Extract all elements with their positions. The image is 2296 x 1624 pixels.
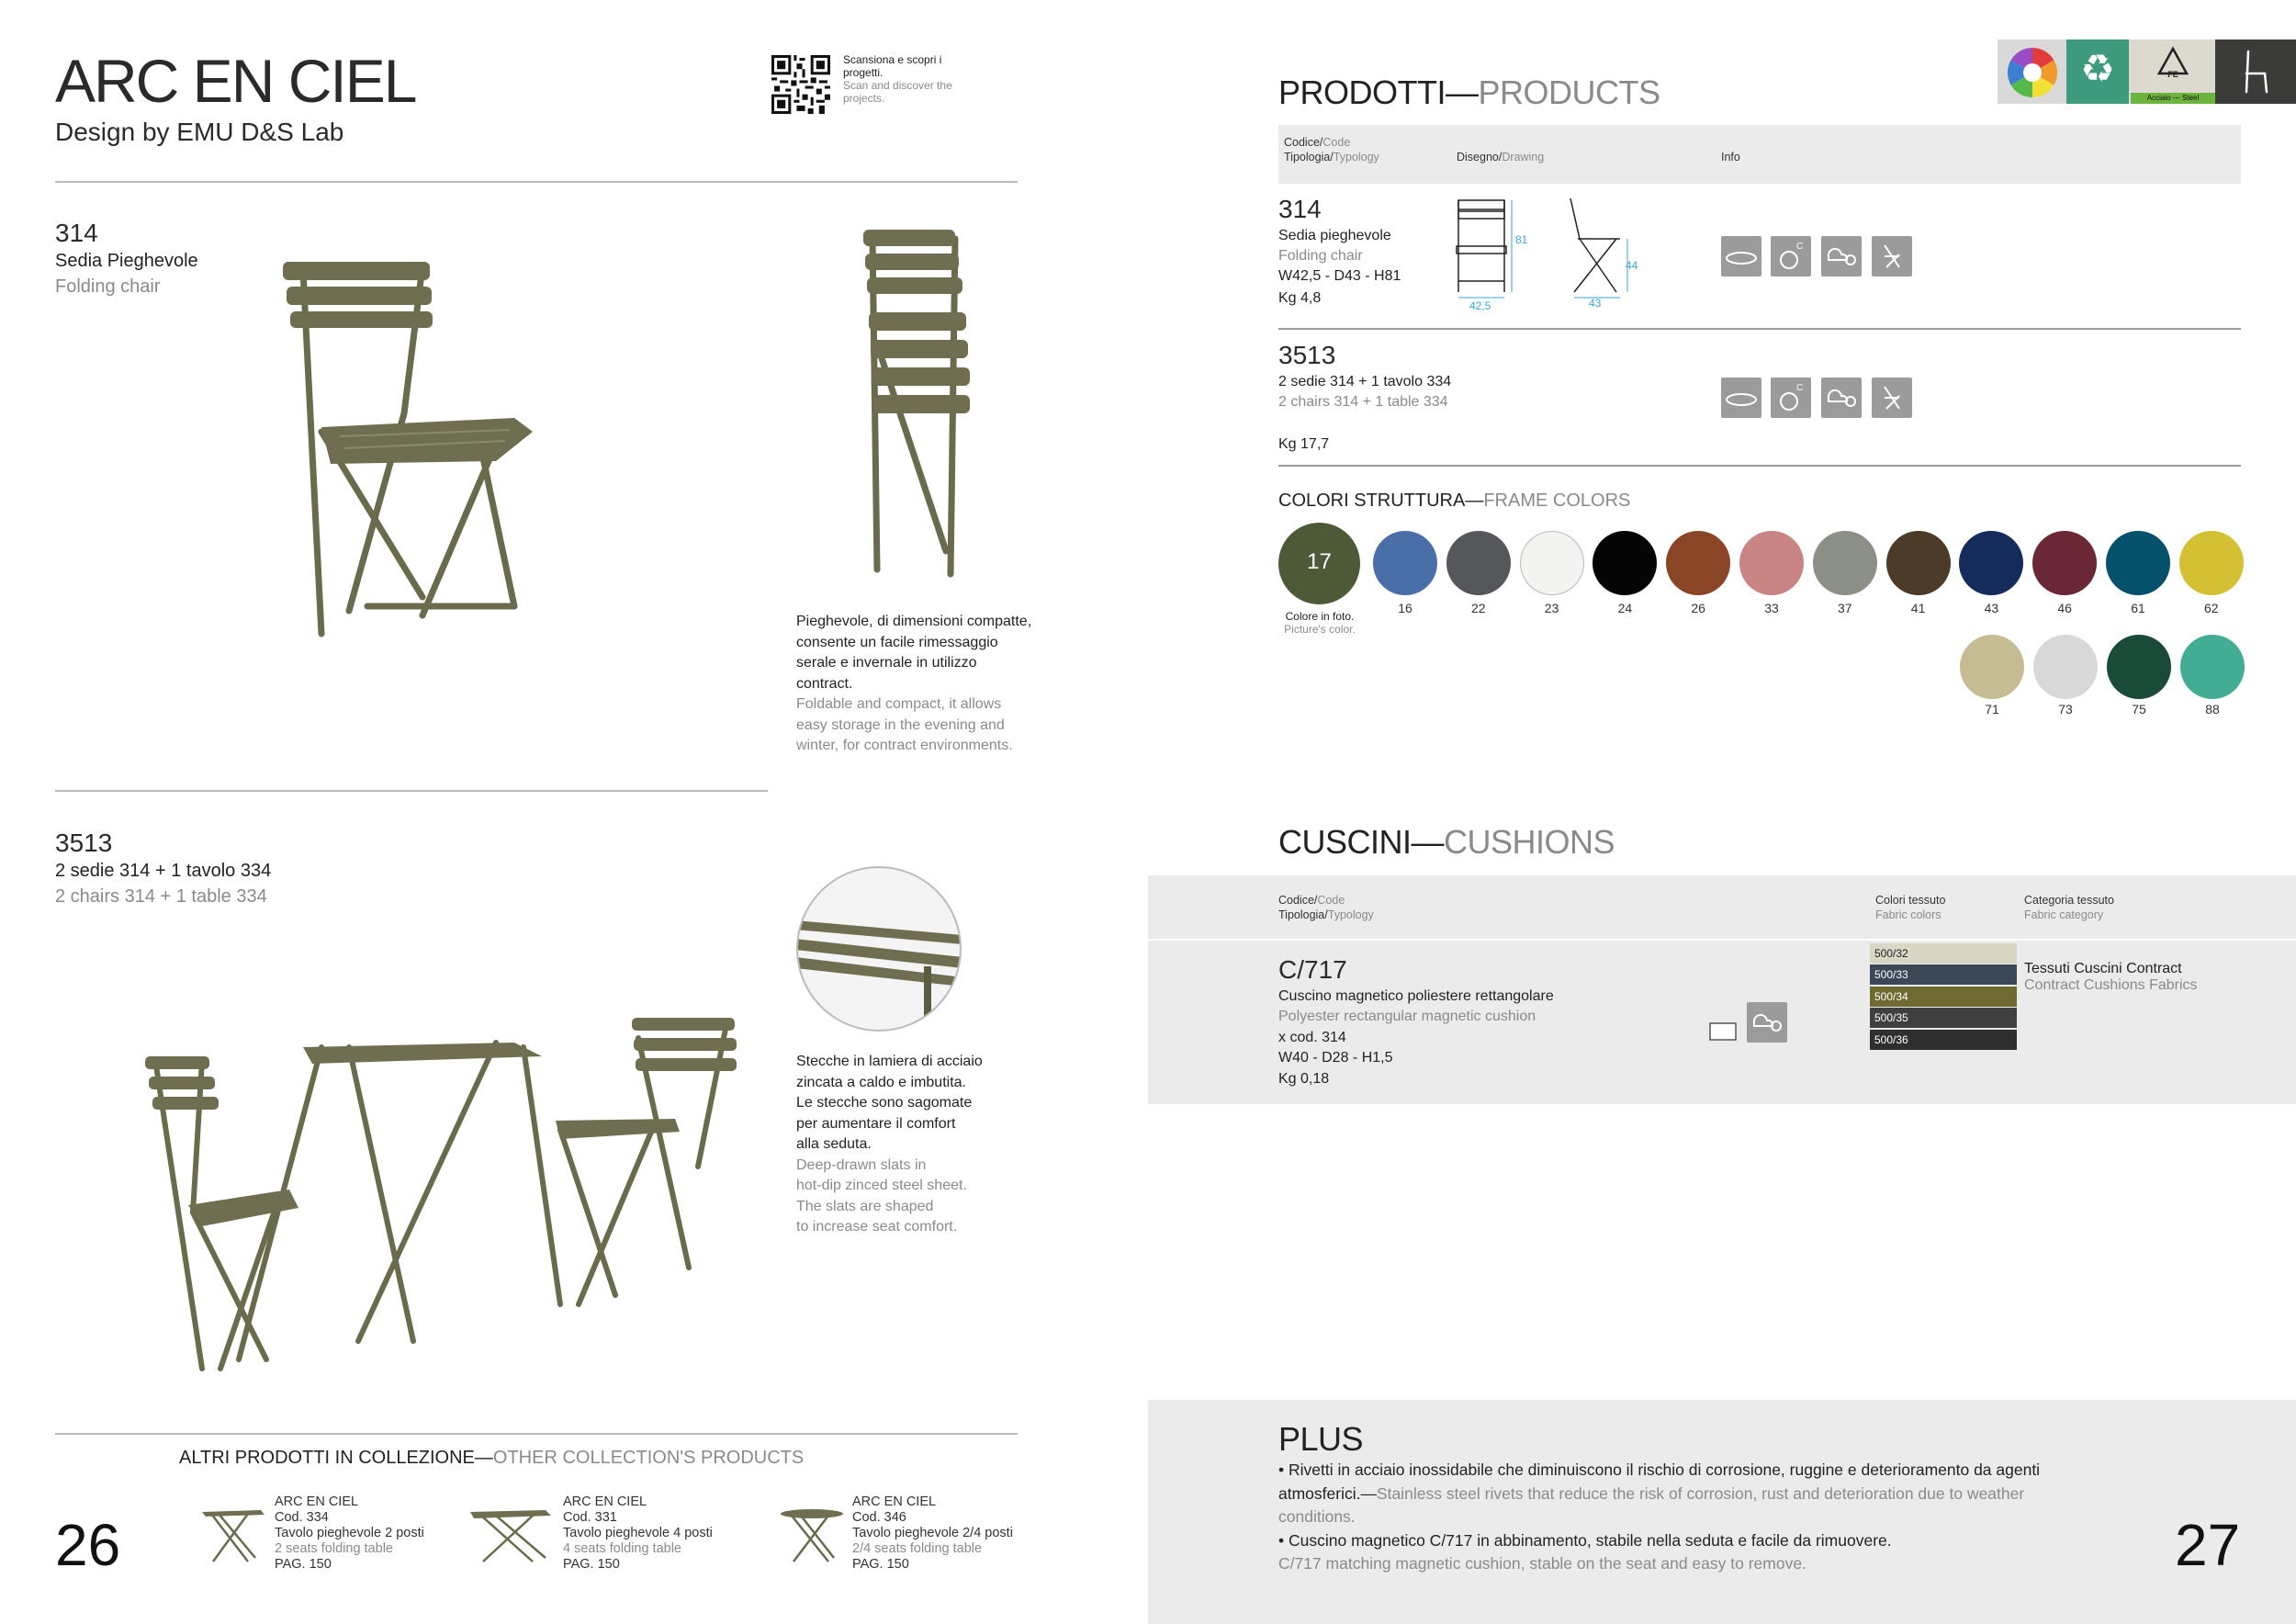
product-name-en: 4 seats folding table xyxy=(563,1541,681,1556)
color-swatch[interactable] xyxy=(1886,531,1951,595)
description-line: to increase seat comfort. xyxy=(796,1219,958,1235)
cushion-dimensions: W40 - D28 - H1,5 xyxy=(1278,1050,1393,1066)
photo-color-label-it: Colore in foto. xyxy=(1285,610,1355,623)
plus-2-en: C/717 matching magnetic cushion, stable on the seat and easy to remove. xyxy=(1278,1554,1806,1573)
collection-name: ARC EN CIEL xyxy=(275,1494,359,1509)
product-code: Cod. 331 xyxy=(563,1510,617,1525)
description-line: zincata a caldo e imbutita. xyxy=(796,1074,966,1090)
row-name-en: 2 chairs 314 + 1 table 334 xyxy=(1278,394,1448,410)
fabric-category-it: Tessuti Cuscini Contract xyxy=(2024,961,2182,976)
divider xyxy=(55,1433,1018,1435)
qr-caption-it: Scansiona e scopri i progetti. xyxy=(843,53,942,79)
heading-separator: — xyxy=(474,1448,493,1468)
heading-separator: — xyxy=(1446,73,1479,111)
anticorrosion-icon xyxy=(1771,378,1811,418)
cushions-heading-it: CUSCINI xyxy=(1278,823,1412,861)
header-fabric-category xyxy=(2024,893,2114,922)
plus-1-it-2: atmosferici. xyxy=(1278,1483,1361,1503)
table-331-thumbnail[interactable] xyxy=(468,1506,553,1565)
header-code-it: Codice/ xyxy=(1284,136,1323,149)
frame-colors-it: COLORI STRUTTURA xyxy=(1278,491,1466,511)
qr-caption xyxy=(843,53,953,105)
plus-1-en: Stainless steel rivets that reduce the risk of corrosion, rust and deterioration due to weather xyxy=(1376,1483,2025,1503)
products-heading-it: PRODOTTI xyxy=(1278,73,1446,111)
divider xyxy=(1278,328,2241,330)
divider xyxy=(1278,465,2241,467)
qr-caption-en: Scan and discover the projects. xyxy=(843,79,952,105)
color-code: 24 xyxy=(1617,601,1633,615)
heading-separator: — xyxy=(1465,491,1484,511)
dimension-width: 42,5 xyxy=(1469,299,1491,312)
cushion-compatibility: x cod. 314 xyxy=(1278,1030,1346,1045)
row-code: 314 xyxy=(1278,195,1322,223)
outdoor-icon xyxy=(1747,1002,1787,1043)
color-swatch[interactable] xyxy=(1813,531,1877,595)
cushion-code: C/717 xyxy=(1278,955,1347,984)
color-code: 16 xyxy=(1398,601,1412,615)
table-346-thumbnail[interactable] xyxy=(779,1506,845,1565)
description-line: contract. xyxy=(796,675,853,692)
product-name-it: 2 sedie 314 + 1 tavolo 334 xyxy=(55,861,272,881)
product-name-it: Tavolo pieghevole 2/4 posti xyxy=(852,1526,1013,1540)
description-foldable xyxy=(796,612,1072,757)
plus-list xyxy=(1278,1459,2096,1576)
header-fabric-en: Fabric colors xyxy=(1875,908,1941,921)
color-code: 75 xyxy=(2132,702,2146,716)
cushion-name-it: Cuscino magnetico poliestere rettangolare xyxy=(1278,988,1554,1004)
product-name-en: Folding chair xyxy=(55,276,161,297)
designer-credit: Design by EMU D&S Lab xyxy=(55,118,344,146)
plus-title: PLUS xyxy=(1278,1420,1364,1458)
product-name-it: Tavolo pieghevole 2 posti xyxy=(275,1526,424,1540)
cushion-icon xyxy=(1721,378,1761,418)
row-dimensions: W42,5 - D43 - H81 xyxy=(1278,268,1401,284)
description-line: Le stecche sono sagomate xyxy=(796,1095,973,1111)
other-products-it: ALTRI PRODOTTI IN COLLEZIONE xyxy=(179,1448,475,1468)
color-swatch[interactable] xyxy=(1373,531,1437,595)
plus-2-it: • Cuscino magnetico C/717 in abbinamento, stabile nella seduta e facile da rimuovere. xyxy=(1278,1530,1892,1550)
steel-badge-label: Acciaio — Steel xyxy=(2131,93,2215,104)
color-code: 88 xyxy=(2205,702,2220,716)
color-code: 46 xyxy=(2057,601,2072,615)
collection-title: ARC EN CIEL xyxy=(55,47,416,115)
header-code xyxy=(1284,135,1379,164)
description-line: Stecche in lamiera di acciaio xyxy=(796,1054,983,1069)
color-swatch[interactable] xyxy=(2033,635,2098,699)
cushion-weight: Kg 0,18 xyxy=(1278,1071,1330,1087)
steel-badge-code: FE xyxy=(2167,70,2178,79)
row-name-en: Folding chair xyxy=(1278,248,1363,264)
header-drawing xyxy=(1457,150,1544,164)
fabric-color-item[interactable]: 500/33 xyxy=(1870,964,2017,985)
products-heading xyxy=(1278,73,1660,112)
folding-chair-photo xyxy=(266,248,579,661)
other-products-heading xyxy=(179,1448,804,1469)
fabric-color-item[interactable]: 500/32 xyxy=(1870,943,2017,964)
svg-text:C: C xyxy=(1796,242,1804,252)
color-swatch[interactable] xyxy=(2180,635,2245,699)
header-drawing-en: Drawing xyxy=(1502,151,1545,164)
header-type-it: Tipologia/ xyxy=(1278,908,1328,921)
color-wheel-icon xyxy=(2002,44,2063,101)
heading-separator: — xyxy=(1411,823,1445,861)
chair-icon xyxy=(2237,48,2274,96)
plus-separator: — xyxy=(1360,1483,1377,1503)
description-line: consente un facile rimessaggio xyxy=(796,634,998,650)
page-reference: PAG. 150 xyxy=(563,1557,620,1572)
product-name-en: 2/4 seats folding table xyxy=(852,1541,983,1556)
collection-name: ARC EN CIEL xyxy=(563,1494,647,1509)
header-fabric-colors xyxy=(1875,893,1945,922)
header-type-it: Tipologia/ xyxy=(1284,151,1334,164)
page-reference: PAG. 150 xyxy=(852,1557,909,1572)
color-code: 22 xyxy=(1471,601,1486,615)
products-table-header xyxy=(1278,125,2241,184)
color-swatch[interactable] xyxy=(1593,531,1657,595)
chair-front-drawing xyxy=(1451,193,1528,312)
row-name-it: Sedia pieghevole xyxy=(1278,228,1391,243)
plus-1-it: • Rivetti in acciaio inossidabile che diminuiscono il rischio di corrosione, ruggine e deterioramento da agenti xyxy=(1278,1460,2041,1479)
color-code: 43 xyxy=(1984,601,1999,615)
cushion-header-code xyxy=(1278,893,1374,922)
divider xyxy=(55,181,1018,183)
anticorrosion-icon xyxy=(1771,236,1811,276)
description-line: Pieghevole, di dimensioni compatte, xyxy=(796,614,1032,629)
dimension-seat-height: 44 xyxy=(1626,259,1638,272)
header-type-en: Typology xyxy=(1333,151,1379,164)
folded-chair-photo xyxy=(845,220,1001,588)
outdoor-icon xyxy=(1821,236,1862,276)
product-code: Cod. 346 xyxy=(852,1510,906,1525)
color-swatch[interactable] xyxy=(2107,635,2171,699)
page-number-left: 26 xyxy=(55,1512,121,1578)
plus-1-en-2: conditions. xyxy=(1278,1507,1356,1526)
description-line: Foldable and compact, it allows xyxy=(796,696,1002,712)
header-category-en: Fabric category xyxy=(2024,908,2104,921)
description-line: winter, for contract environments. xyxy=(796,738,1013,753)
row-name-it: 2 sedie 314 + 1 tavolo 334 xyxy=(1278,374,1452,389)
color-swatch[interactable] xyxy=(1960,635,2024,699)
color-swatch[interactable] xyxy=(1739,531,1804,595)
slat-detail-photo xyxy=(795,865,962,1032)
plus-item xyxy=(1278,1483,2096,1506)
product-name-it: Sedia Pieghevole xyxy=(55,251,198,271)
header-code-en: Code xyxy=(1317,894,1345,907)
cushions-heading-en: CUSHIONS xyxy=(1444,823,1615,861)
product-code: 314 xyxy=(55,219,98,247)
other-product-334[interactable] xyxy=(275,1494,424,1573)
product-code: Cod. 334 xyxy=(275,1510,329,1525)
cushion-icon xyxy=(1721,236,1761,276)
collection-name: ARC EN CIEL xyxy=(852,1494,937,1509)
photo-color-label-en: Picture's color. xyxy=(1284,623,1356,636)
page-reference: PAG. 150 xyxy=(275,1557,332,1572)
dimension-height: 81 xyxy=(1515,233,1528,246)
plus-item xyxy=(1278,1459,2096,1483)
product-code: 3513 xyxy=(55,829,113,857)
description-line: easy storage in the evening and xyxy=(796,716,1005,733)
folding-icon xyxy=(1872,378,1912,418)
color-swatch[interactable] xyxy=(1520,531,1584,595)
header-drawing-it: Disegno/ xyxy=(1457,151,1503,164)
fabric-color-item[interactable]: 500/36 xyxy=(1870,1030,2017,1050)
color-code: 41 xyxy=(1910,601,1926,615)
header-code-en: Code xyxy=(1322,136,1351,149)
other-product-331[interactable] xyxy=(563,1494,713,1573)
page-number-right: 27 xyxy=(2175,1512,2241,1578)
svg-text:C: C xyxy=(1796,383,1804,393)
cushion-outline-icon xyxy=(1708,1021,1738,1042)
color-swatch[interactable] xyxy=(2032,531,2097,595)
fabric-color-item[interactable]: 500/34 xyxy=(1870,987,2017,1007)
header-type-en: Typology xyxy=(1327,908,1374,921)
other-products-en: OTHER COLLECTION'S PRODUCTS xyxy=(492,1448,805,1468)
color-swatch[interactable] xyxy=(1959,531,2023,595)
folding-icon xyxy=(1872,236,1912,276)
description-line: serale e invernale in utilizzo xyxy=(796,655,977,671)
color-code: 26 xyxy=(1691,601,1705,615)
color-swatch[interactable] xyxy=(2106,531,2170,595)
color-code: 73 xyxy=(2058,702,2073,716)
frame-colors-en: FRAME COLORS xyxy=(1483,491,1631,511)
color-swatch[interactable] xyxy=(2179,531,2244,595)
description-line: Deep-drawn slats in xyxy=(796,1156,927,1173)
other-product-346[interactable] xyxy=(852,1494,1013,1573)
product-name-it: Tavolo pieghevole 4 posti xyxy=(563,1526,713,1540)
table-334-thumbnail[interactable] xyxy=(200,1506,266,1565)
description-line: The slats are shaped xyxy=(796,1198,934,1214)
color-code: 33 xyxy=(1764,601,1779,615)
dimension-depth: 43 xyxy=(1589,297,1602,310)
product-name-en: 2 seats folding table xyxy=(275,1541,393,1556)
color-code: 37 xyxy=(1838,601,1852,615)
description-line: per aumentare il comfort xyxy=(796,1115,956,1132)
cushions-heading xyxy=(1278,823,1615,862)
row-weight: Kg 4,8 xyxy=(1278,290,1322,306)
header-info: Info xyxy=(1721,151,1740,164)
cushions-table-divider xyxy=(1148,939,2296,941)
row-code: 3513 xyxy=(1278,341,1336,369)
fabric-color-item[interactable]: 500/35 xyxy=(1870,1008,2017,1028)
divider xyxy=(55,790,768,792)
cushion-name-en: Polyester rectangular magnetic cushion xyxy=(1278,1009,1536,1024)
row-weight: Kg 17,7 xyxy=(1278,436,1330,452)
outdoor-icon xyxy=(1821,378,1862,418)
color-code: 61 xyxy=(2131,601,2145,615)
chair-side-drawing xyxy=(1561,193,1635,303)
qr-code-icon[interactable] xyxy=(771,55,830,114)
header-category-it: Categoria tessuto xyxy=(2024,894,2114,907)
frame-colors-heading xyxy=(1278,491,1630,512)
color-code: 23 xyxy=(1544,601,1559,615)
color-code: 62 xyxy=(2204,601,2219,615)
color-code: 71 xyxy=(1985,702,1999,716)
description-line: hot-dip zinced steel sheet. xyxy=(796,1178,967,1193)
fabric-category-en: Contract Cushions Fabrics xyxy=(2024,977,2198,993)
photo-color-code: 17 xyxy=(1307,549,1332,574)
header-fabric-it: Colori tessuto xyxy=(1875,894,1946,907)
description-line: alla seduta. xyxy=(796,1136,872,1152)
product-name-en: 2 chairs 314 + 1 table 334 xyxy=(55,886,267,907)
recycle-icon: ♻ xyxy=(2080,46,2115,91)
description-slats xyxy=(796,1052,1035,1238)
color-swatch[interactable] xyxy=(1666,531,1730,595)
header-code-it: Codice/ xyxy=(1278,894,1318,907)
products-heading-en: PRODUCTS xyxy=(1478,73,1660,111)
bistro-set-photo xyxy=(138,1001,744,1387)
color-swatch[interactable] xyxy=(1446,531,1511,595)
